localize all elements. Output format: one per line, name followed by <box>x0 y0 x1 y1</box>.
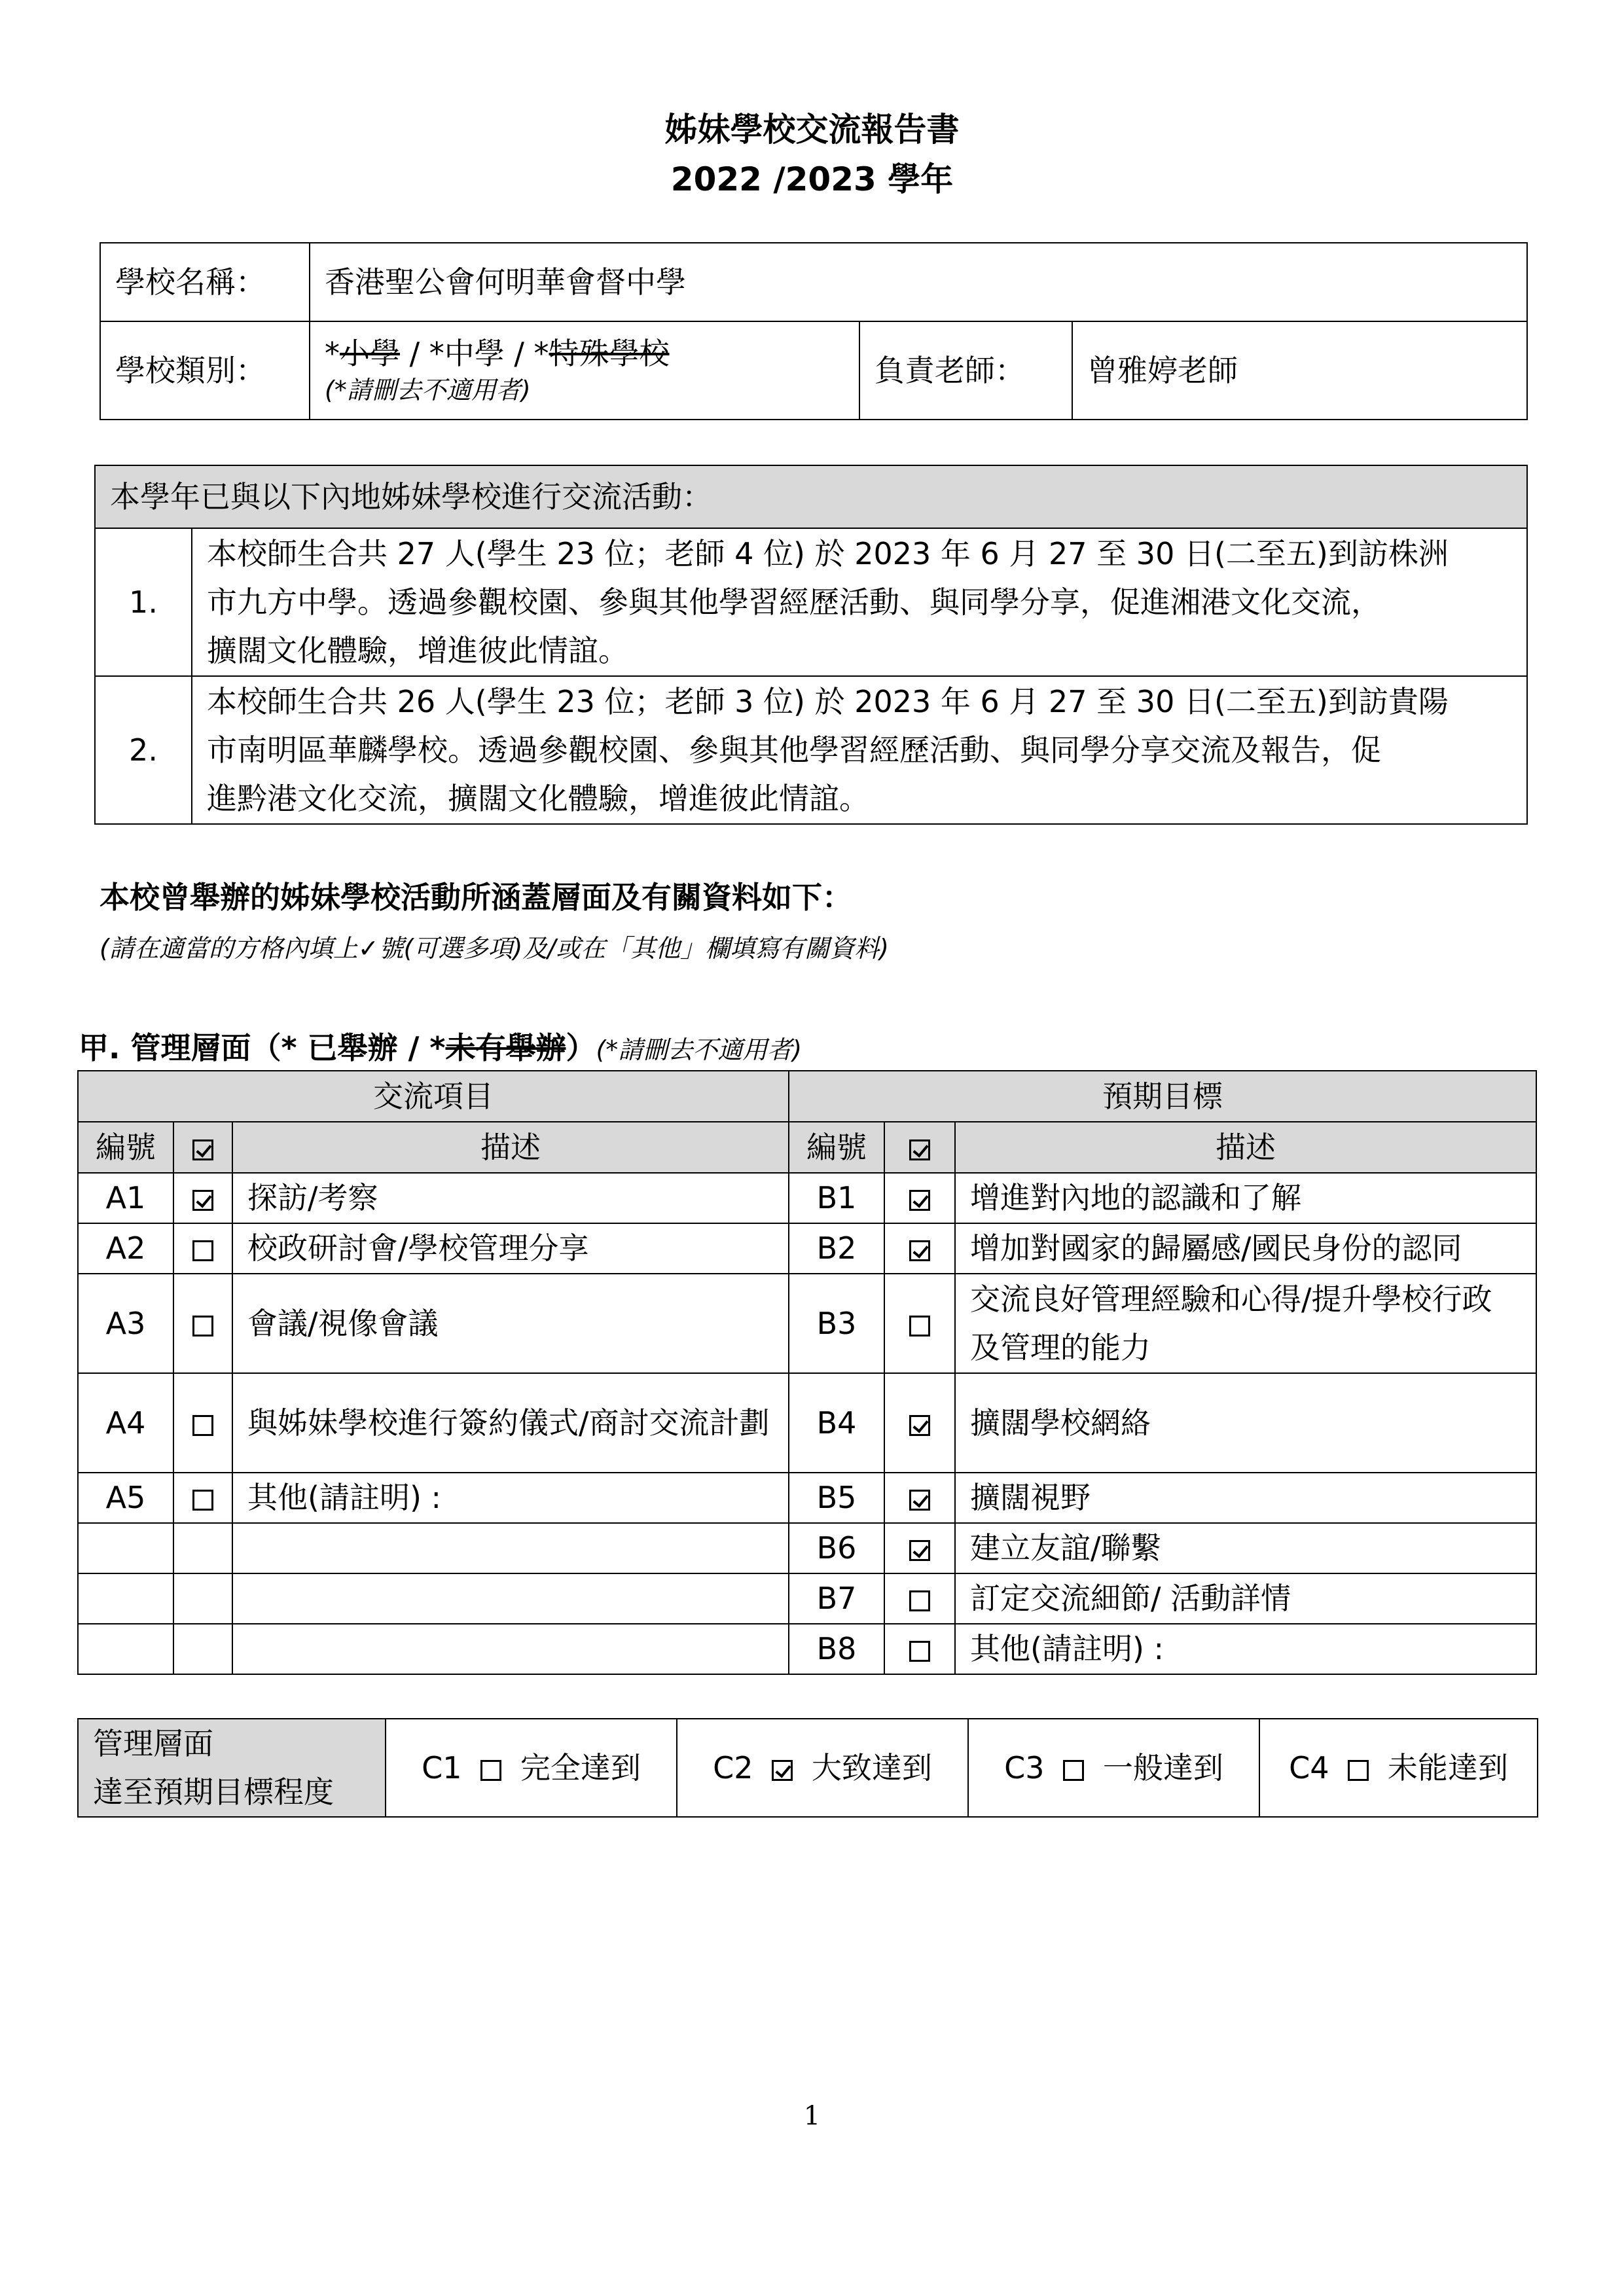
school-type-label: 學校類別： <box>100 321 310 420</box>
school-name-label: 學校名稱： <box>100 243 310 321</box>
checkbox-checked-icon <box>909 1190 930 1211</box>
checkbox-empty-icon <box>192 1316 213 1336</box>
option-code: C3 <box>1004 1749 1045 1785</box>
empty-cell <box>232 1523 789 1573</box>
goal-code: B8 <box>789 1624 884 1674</box>
goal-code: B7 <box>789 1573 884 1624</box>
goal-description: 擴闊視野 <box>955 1473 1536 1523</box>
col-description-header: 描述 <box>955 1122 1536 1173</box>
checkbox-empty-icon <box>909 1590 930 1611</box>
table-row <box>78 1223 1536 1274</box>
exchange-item-description <box>192 676 1527 824</box>
table-row <box>78 1274 1536 1373</box>
empty-cell <box>78 1523 173 1573</box>
school-info-table <box>99 242 1528 420</box>
table-row <box>78 1523 1536 1573</box>
empty-cell <box>173 1573 232 1624</box>
goal-checkbox[interactable] <box>884 1473 955 1523</box>
exchange-header: 本學年已與以下內地姊妹學校進行交流活動： <box>95 465 1527 528</box>
goal-description: 增加對國家的歸屬感/國民身份的認同 <box>955 1223 1536 1274</box>
checkbox-icon <box>909 1139 930 1160</box>
empty-cell <box>173 1523 232 1573</box>
document-title: 姊妹學校交流報告書 <box>664 111 960 149</box>
achievement-option-c1[interactable] <box>386 1719 677 1817</box>
management-table <box>77 1070 1537 1675</box>
section-a-heading-struck: 未有舉辦 <box>445 1030 566 1066</box>
exchange-item-line: 市南明區華麟學校。透過參觀校園、參與其他學習經歷活動、與同學分享交流及報告，促 <box>207 732 1381 768</box>
empty-cell <box>232 1624 789 1674</box>
checkbox-checked-icon <box>909 1240 930 1261</box>
exchange-item-line: 擴闊文化體驗，增進彼此情誼。 <box>207 633 628 668</box>
option-label: 完全達到 <box>520 1749 641 1785</box>
item-code: A2 <box>78 1223 173 1274</box>
item-code: A4 <box>78 1373 173 1473</box>
item-checkbox[interactable] <box>173 1173 232 1223</box>
checkbox-empty-icon <box>1063 1760 1084 1781</box>
item-description: 校政研討會/學校管理分享 <box>232 1223 789 1274</box>
goal-checkbox[interactable] <box>884 1624 955 1674</box>
goal-description: 擴闊學校網絡 <box>955 1373 1536 1473</box>
school-name-value: 香港聖公會何明華會督中學 <box>310 243 1527 321</box>
type-sep2: / * <box>504 336 549 372</box>
goal-checkbox[interactable] <box>884 1523 955 1573</box>
checkbox-checked-icon <box>909 1540 930 1561</box>
teacher-value: 曾雅婷老師 <box>1072 321 1527 420</box>
goal-checkbox[interactable] <box>884 1573 955 1624</box>
goal-description: 訂定交流細節/ 活動詳情 <box>955 1573 1536 1624</box>
checkbox-empty-icon <box>909 1641 930 1662</box>
item-checkbox[interactable] <box>173 1373 232 1473</box>
exchange-item-line: 進黔港文化交流，擴闊文化體驗，增進彼此情誼。 <box>207 781 869 816</box>
type-sep1: / * <box>400 336 444 372</box>
type-note: (*請刪去不適用者) <box>325 376 531 405</box>
type-primary-mark: * <box>325 336 340 372</box>
item-code: A1 <box>78 1173 173 1223</box>
table-row <box>78 1373 1536 1473</box>
exchange-item-line: 市九方中學。透過參觀校園、參與其他學習經歷活動、與同學分享，促進湘港文化交流， <box>207 584 1381 620</box>
checkbox-empty-icon <box>480 1760 501 1781</box>
exchange-activities-table <box>94 465 1528 825</box>
section-a-heading-note: (*請刪去不適用者) <box>596 1035 803 1064</box>
option-label: 未能達到 <box>1387 1749 1508 1785</box>
expected-goals-header: 預期目標 <box>789 1071 1536 1122</box>
col-description-header: 描述 <box>232 1122 789 1173</box>
page-number: 1 <box>803 2101 821 2131</box>
goal-checkbox[interactable] <box>884 1373 955 1473</box>
type-secondary: 中學 <box>444 336 505 372</box>
goal-description: 交流良好管理經驗和心得/提升學校行政及管理的能力 <box>955 1274 1536 1373</box>
academic-year: 2022 /2023 學年 <box>670 160 954 198</box>
option-code: C4 <box>1289 1749 1329 1785</box>
option-label: 一般達到 <box>1102 1749 1223 1785</box>
empty-cell <box>232 1573 789 1624</box>
checkbox-empty-icon <box>192 1240 213 1261</box>
col-check-header <box>884 1122 955 1173</box>
achievement-option-c3[interactable] <box>968 1719 1259 1817</box>
goal-description: 建立友誼/聯繫 <box>955 1523 1536 1573</box>
table-row <box>78 1473 1536 1523</box>
item-description: 會議/視像會議 <box>232 1274 789 1373</box>
exchange-items-header: 交流項目 <box>78 1071 789 1122</box>
achievement-table <box>77 1718 1538 1818</box>
goal-code: B5 <box>789 1473 884 1523</box>
goal-checkbox[interactable] <box>884 1173 955 1223</box>
checkbox-checked-icon <box>772 1760 793 1781</box>
exchange-item-description <box>192 528 1527 676</box>
checkbox-empty-icon <box>1348 1760 1369 1781</box>
achievement-label <box>78 1719 386 1817</box>
empty-cell <box>78 1573 173 1624</box>
table-row <box>78 1624 1536 1674</box>
exchange-item-number: 1. <box>95 528 192 676</box>
option-code: C2 <box>713 1749 753 1785</box>
goal-code: B6 <box>789 1523 884 1573</box>
type-special: 特殊學校 <box>549 336 670 372</box>
item-description: 其他(請註明) : <box>232 1473 789 1523</box>
section-a-heading-suffix: ） <box>566 1030 596 1066</box>
achievement-label-line2: 達至預期目標程度 <box>93 1774 334 1810</box>
checkbox-icon <box>192 1139 213 1160</box>
checkbox-checked-icon <box>909 1490 930 1511</box>
goal-checkbox[interactable] <box>884 1274 955 1373</box>
option-code: C1 <box>422 1749 462 1785</box>
teacher-label: 負責老師： <box>859 321 1072 420</box>
item-code: A3 <box>78 1274 173 1373</box>
empty-cell <box>173 1624 232 1674</box>
achievement-label-line1: 管理層面 <box>93 1726 213 1761</box>
goal-code: B4 <box>789 1373 884 1473</box>
goal-description: 增進對內地的認識和了解 <box>955 1173 1536 1223</box>
goal-description: 其他(請註明) : <box>955 1624 1536 1674</box>
exchange-item-number: 2. <box>95 676 192 824</box>
coverage-heading: 本校曾舉辦的姊妹學校活動所涵蓋層面及有關資料如下： <box>99 880 852 915</box>
option-label: 大致達到 <box>811 1749 932 1785</box>
table-row <box>78 1173 1536 1223</box>
checkbox-empty-icon <box>909 1316 930 1336</box>
goal-code: B1 <box>789 1173 884 1223</box>
col-number-header: 編號 <box>789 1122 884 1173</box>
empty-cell <box>78 1624 173 1674</box>
school-type-value <box>310 321 859 420</box>
type-primary: 小學 <box>340 336 400 372</box>
table-row <box>78 1573 1536 1624</box>
section-a-heading-prefix: 甲. 管理層面（* 已舉辦 / * <box>79 1030 446 1066</box>
checkbox-checked-icon <box>192 1190 213 1211</box>
coverage-note: (請在適當的方格內填上✓號(可選多項)及/或在「其他」欄填寫有關資料) <box>99 934 889 963</box>
goal-checkbox[interactable] <box>884 1223 955 1274</box>
item-code: A5 <box>78 1473 173 1523</box>
goal-code: B3 <box>789 1274 884 1373</box>
col-check-header <box>173 1122 232 1173</box>
exchange-item-line: 本校師生合共 26 人(學生 23 位；老師 3 位) 於 2023 年 6 月 27 至 30 日(二至五)到訪貴陽 <box>207 684 1449 719</box>
item-checkbox[interactable] <box>173 1274 232 1373</box>
section-a-heading <box>79 1024 802 1067</box>
checkbox-empty-icon <box>192 1490 213 1511</box>
item-description: 與姊妹學校進行簽約儀式/商討交流計劃 <box>232 1373 789 1473</box>
item-checkbox[interactable] <box>173 1223 232 1274</box>
checkbox-empty-icon <box>192 1415 213 1436</box>
achievement-option-c2[interactable] <box>677 1719 968 1817</box>
item-checkbox[interactable] <box>173 1473 232 1523</box>
exchange-item-line: 本校師生合共 27 人(學生 23 位；老師 4 位) 於 2023 年 6 月 27 至 30 日(二至五)到訪株洲 <box>207 536 1449 571</box>
col-number-header: 編號 <box>78 1122 173 1173</box>
achievement-option-c4[interactable] <box>1259 1719 1538 1817</box>
goal-code: B2 <box>789 1223 884 1274</box>
checkbox-checked-icon <box>909 1415 930 1436</box>
item-description: 探訪/考察 <box>232 1173 789 1223</box>
